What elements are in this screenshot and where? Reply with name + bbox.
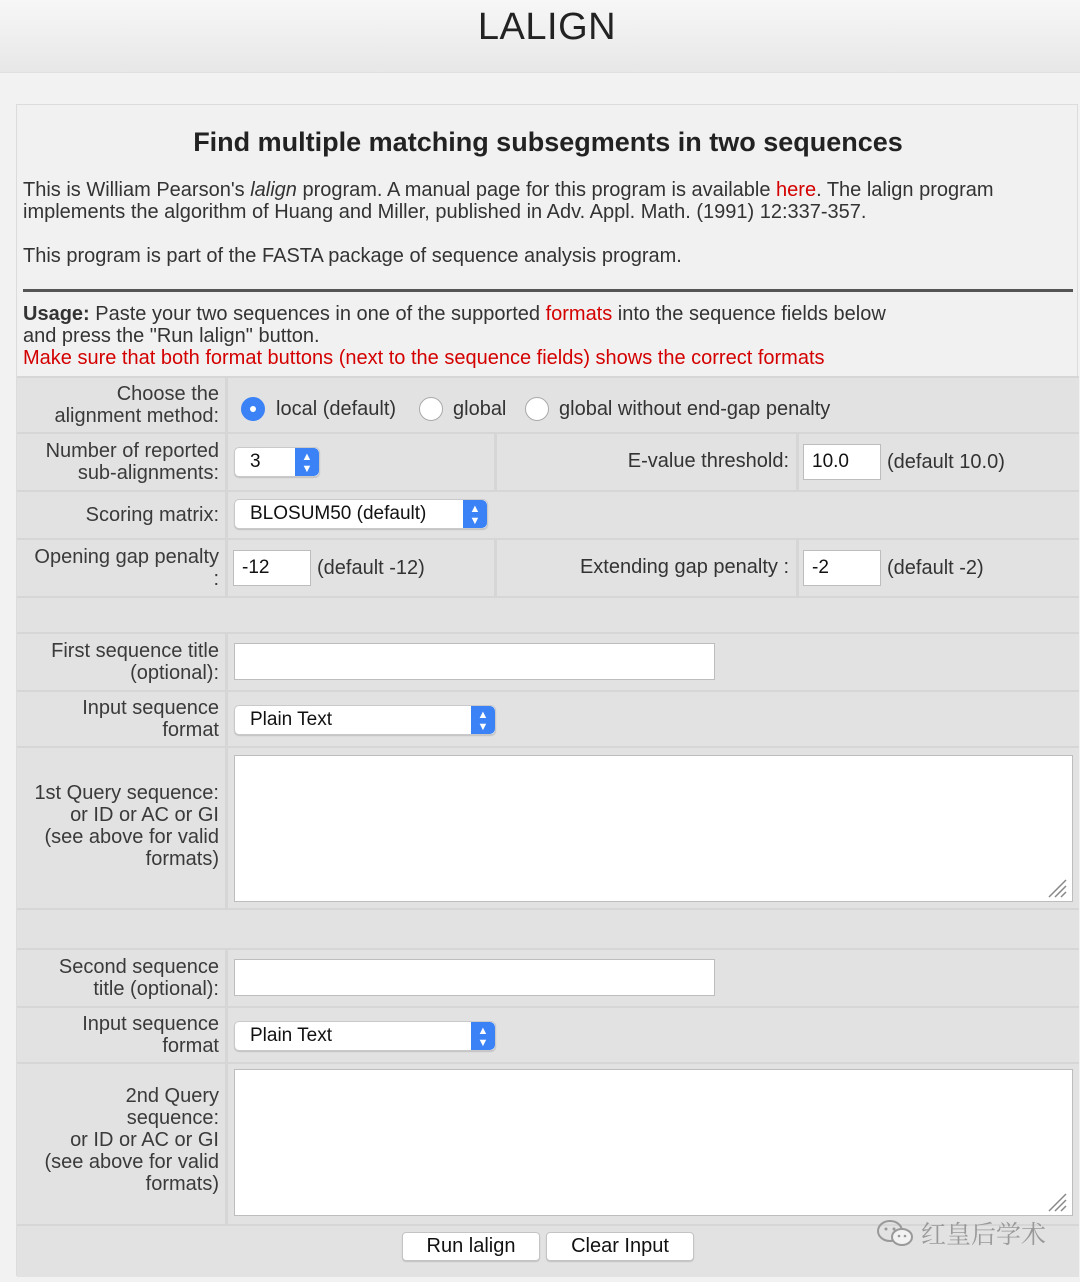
seq2-format-label: format — [162, 1035, 219, 1057]
seq1-query-label: 1st Query sequence: — [34, 782, 219, 804]
seq1-format-select[interactable] — [234, 705, 496, 735]
radio-global-no-end-gap-label: global without end-gap penalty — [559, 398, 831, 420]
seq2-query-textarea[interactable] — [234, 1069, 1073, 1216]
reported-count-value: 3 — [250, 451, 261, 472]
divider — [23, 289, 1073, 292]
radio-global-label: global — [453, 398, 507, 420]
seq2-query-label: sequence: — [126, 1107, 219, 1129]
alignment-form — [17, 376, 1079, 1277]
clear-input-button[interactable]: Clear Input — [546, 1232, 694, 1261]
scoring-matrix-select[interactable] — [234, 499, 488, 529]
chevron-updown-icon: ▲ ▼ — [463, 500, 487, 528]
radio-local-label: local (default) — [276, 398, 397, 420]
seq1-title-label: First sequence title — [51, 640, 219, 662]
radio-global-no-end-gap[interactable] — [525, 397, 549, 421]
usage-text-part: Paste your two sequences in one of the supported — [89, 303, 546, 325]
fasta-note: This program is part of the FASTA package of sequence analysis program. — [23, 245, 682, 267]
reported-count-select[interactable] — [234, 447, 320, 477]
watermark — [875, 1215, 1046, 1251]
evalue-default: (default 10.0) — [887, 451, 1005, 473]
spacer-row — [17, 598, 1079, 632]
seq1-format-label: Input sequence — [82, 697, 219, 719]
intro-text: program. A manual page for this program is available — [296, 179, 777, 201]
seq1-query-label: (see above for valid — [44, 826, 219, 848]
ext-gap-default: (default -2) — [887, 557, 984, 579]
ext-gap-input[interactable] — [803, 550, 881, 586]
program-name: lalign — [250, 179, 297, 201]
manual-link[interactable]: here — [776, 179, 817, 201]
seq1-query-label: formats) — [145, 848, 219, 870]
wechat-icon — [875, 1218, 915, 1248]
scoring-matrix-value: BLOSUM50 (default) — [250, 503, 427, 524]
intro-text: This is William Pearson's — [23, 179, 251, 201]
intro-line-2: implements the algorithm of Huang and Miller, published in Adv. Appl. Math. (1991) 12:337-357. — [23, 201, 867, 223]
gap-row — [17, 540, 1079, 596]
seq1-format-label: format — [162, 719, 219, 741]
seq1-query-row — [17, 748, 1079, 908]
matrix-label: Scoring matrix: — [85, 504, 219, 526]
usage-label: Usage: — [23, 303, 90, 325]
seq1-query-label: or ID or AC or GI — [70, 804, 219, 826]
method-label: alignment method: — [54, 405, 219, 427]
reported-row — [17, 434, 1079, 490]
top-bar — [0, 0, 1080, 73]
method-label: Choose the — [116, 383, 219, 405]
evalue-input[interactable] — [803, 444, 881, 480]
seq2-format-select[interactable] — [234, 1021, 496, 1051]
seq2-query-label: or ID or AC or GI — [70, 1129, 219, 1151]
page-heading: Find multiple matching subsegments in two sequences — [193, 127, 903, 157]
radio-global[interactable] — [419, 397, 443, 421]
seq2-title-label: title (optional): — [93, 978, 219, 1000]
open-gap-label: : — [213, 568, 219, 590]
intro-text: . The lalign program — [816, 179, 994, 201]
resize-grip-icon[interactable] — [1045, 876, 1067, 898]
seq1-format-row — [17, 692, 1079, 746]
usage-text-part: into the sequence fields below — [612, 303, 886, 325]
intro-paragraph — [23, 179, 994, 201]
matrix-row — [17, 492, 1079, 538]
evalue-label: E-value threshold: — [627, 450, 789, 472]
chevron-updown-icon: ▲ ▼ — [471, 706, 495, 734]
main-panel — [16, 104, 1078, 1276]
ext-gap-label: Extending gap penalty : — [579, 556, 789, 578]
spacer-row — [17, 910, 1079, 948]
reported-label: Number of reported — [45, 440, 219, 462]
run-lalign-button[interactable]: Run lalign — [402, 1232, 540, 1261]
chevron-updown-icon: ▲ ▼ — [295, 448, 319, 476]
seq2-title-input[interactable] — [234, 959, 715, 996]
seq2-format-label: Input sequence — [82, 1013, 219, 1035]
seq2-query-label: (see above for valid — [44, 1151, 219, 1173]
seq2-query-label: 2nd Query — [125, 1085, 219, 1107]
format-warning: Make sure that both format buttons (next to the sequence fields) shows the correct formats — [23, 347, 825, 369]
seq2-query-label: formats) — [145, 1173, 219, 1195]
open-gap-default: (default -12) — [317, 557, 425, 579]
usage-line-2: and press the "Run lalign" button. — [23, 325, 320, 347]
seq1-query-textarea[interactable] — [234, 755, 1073, 902]
usage-text — [23, 303, 886, 325]
resize-grip-icon[interactable] — [1045, 1190, 1067, 1212]
seq2-format-row — [17, 1008, 1079, 1062]
seq2-title-label: Second sequence — [58, 956, 219, 978]
formats-link[interactable]: formats — [545, 303, 613, 325]
app-title: LALIGN — [477, 6, 617, 48]
seq1-title-row — [17, 634, 1079, 690]
open-gap-label: Opening gap penalty — [34, 546, 219, 568]
seq1-title-label: (optional): — [130, 662, 219, 684]
seq2-format-value: Plain Text — [250, 1025, 333, 1046]
seq2-query-row — [17, 1064, 1079, 1224]
method-row — [17, 378, 1079, 432]
open-gap-input[interactable] — [233, 550, 311, 586]
seq1-title-input[interactable] — [234, 643, 715, 680]
radio-local[interactable] — [241, 397, 265, 421]
chevron-updown-icon: ▲ ▼ — [471, 1022, 495, 1050]
seq2-title-row — [17, 950, 1079, 1006]
seq1-format-value: Plain Text — [250, 709, 333, 730]
watermark-text: 红皇后学术 — [920, 1221, 1046, 1249]
reported-label: sub-alignments: — [77, 462, 219, 484]
